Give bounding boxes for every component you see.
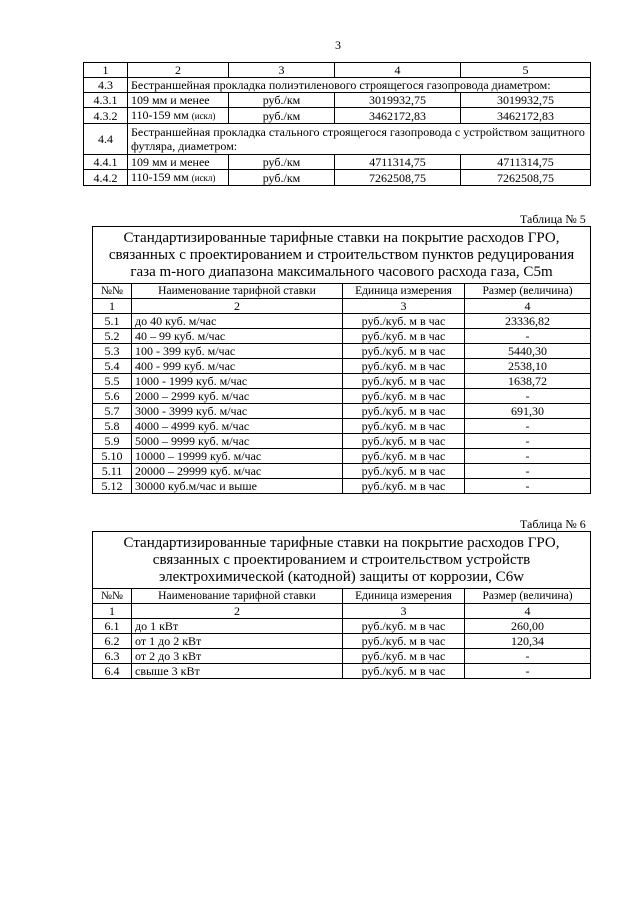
unit-cell: руб./куб. м в час: [343, 479, 465, 494]
unit-cell: руб./куб. м в час: [343, 634, 465, 649]
header-row: [93, 589, 591, 604]
rate-name: 4000 – 4999 куб. м/час: [132, 419, 343, 434]
tariff-table-continuation: [83, 62, 591, 186]
rate-name: 400 - 999 куб. м/час: [132, 359, 343, 374]
column-header: Размер (величина): [465, 589, 591, 604]
row-number: 5.9: [93, 434, 132, 449]
unit-cell: руб./км: [229, 155, 335, 170]
rate-name: 3000 - 3999 куб. м/час: [132, 404, 343, 419]
row-number: 4.3: [84, 78, 128, 93]
row-number: 5.7: [93, 404, 132, 419]
rate-name: 30000 куб.м/час и выше: [132, 479, 343, 494]
table-5-title: Стандартизированные тарифные ставки на покрытие расходов ГРО, связанных с проектированием и строительством пунктов редуцирования газа m-ного диапазона максимального часового расхода газа, C5m: [93, 227, 591, 284]
table-row: [93, 479, 591, 494]
table-row: [93, 434, 591, 449]
unit-cell: руб./куб. м в час: [343, 434, 465, 449]
value-cell: 7262508,75: [461, 170, 591, 186]
row-number: 5.2: [93, 329, 132, 344]
column-header: Наименование тарифной ставки: [132, 589, 343, 604]
tariff-table-6: [92, 531, 591, 679]
column-number: 1: [84, 63, 128, 78]
table-row: [93, 389, 591, 404]
rate-name: до 1 кВт: [132, 619, 343, 634]
row-number: 5.4: [93, 359, 132, 374]
table-row: [84, 108, 591, 124]
header-row: [93, 284, 591, 299]
rate-name: 5000 – 9999 куб. м/час: [132, 434, 343, 449]
row-number: 5.10: [93, 449, 132, 464]
column-number: 2: [132, 299, 343, 314]
row-number: 4.4.2: [84, 170, 128, 186]
value-cell: 5440,30: [465, 344, 591, 359]
column-number: 1: [93, 299, 132, 314]
row-number: 4.3.2: [84, 108, 128, 124]
rate-name-text: 110-159 мм: [131, 108, 189, 122]
value-cell: 1638,72: [465, 374, 591, 389]
unit-cell: руб./куб. м в час: [343, 344, 465, 359]
unit-cell: руб./куб. м в час: [343, 404, 465, 419]
table-body: [93, 532, 591, 679]
table-row: [93, 344, 591, 359]
value-cell: 4711314,75: [335, 155, 461, 170]
table-row: [93, 464, 591, 479]
unit-cell: руб./куб. м в час: [343, 374, 465, 389]
unit-cell: руб./куб. м в час: [343, 359, 465, 374]
value-cell: -: [465, 464, 591, 479]
column-number-row: [93, 604, 591, 619]
column-number: 2: [132, 604, 343, 619]
row-number: 5.12: [93, 479, 132, 494]
row-number: 6.4: [93, 664, 132, 679]
column-header: Единица измерения: [343, 284, 465, 299]
table-6-title: Стандартизированные тарифные ставки на покрытие расходов ГРО, связанных с проектированием и строительством устройств электрохимической (катодной) защиты от коррозии, C6w: [93, 532, 591, 589]
table-row: [84, 78, 591, 93]
column-header: №№: [93, 284, 132, 299]
row-number: 5.8: [93, 419, 132, 434]
table-body: [93, 227, 591, 494]
rate-name: от 1 до 2 кВт: [132, 634, 343, 649]
value-cell: 3462172,83: [335, 108, 461, 124]
column-number: 2: [128, 63, 229, 78]
value-cell: -: [465, 479, 591, 494]
value-cell: 120,34: [465, 634, 591, 649]
rate-name-note: (искл): [191, 111, 216, 121]
rate-name: 20000 – 29999 куб. м/час: [132, 464, 343, 479]
row-number: 6.2: [93, 634, 132, 649]
header-row: [84, 63, 591, 78]
table-5-label: Таблица № 5: [520, 212, 586, 226]
rate-name: свыше 3 кВт: [132, 664, 343, 679]
rate-name: [128, 93, 229, 108]
row-number: 5.3: [93, 344, 132, 359]
value-cell: -: [465, 329, 591, 344]
table-row: [93, 619, 591, 634]
unit-cell: руб./куб. м в час: [343, 389, 465, 404]
column-number: 3: [229, 63, 335, 78]
unit-cell: руб./куб. м в час: [343, 664, 465, 679]
table-row: [84, 93, 591, 108]
rate-name: 10000 – 19999 куб. м/час: [132, 449, 343, 464]
table-row: [93, 374, 591, 389]
rate-name: от 2 до 3 кВт: [132, 649, 343, 664]
value-cell: 260,00: [465, 619, 591, 634]
value-cell: -: [465, 389, 591, 404]
rate-name: 1000 - 1999 куб. м/час: [132, 374, 343, 389]
rate-name: 40 – 99 куб. м/час: [132, 329, 343, 344]
table-row: [84, 124, 591, 155]
value-cell: -: [465, 449, 591, 464]
column-number: 3: [343, 604, 465, 619]
unit-cell: руб./км: [229, 108, 335, 124]
value-cell: 23336,82: [465, 314, 591, 329]
unit-cell: руб./куб. м в час: [343, 419, 465, 434]
row-number: 5.5: [93, 374, 132, 389]
row-number: 4.3.1: [84, 93, 128, 108]
value-cell: 7262508,75: [335, 170, 461, 186]
table-row: [93, 404, 591, 419]
row-number: 4.4.1: [84, 155, 128, 170]
unit-cell: руб./куб. м в час: [343, 619, 465, 634]
column-number: 5: [461, 63, 591, 78]
column-header: Наименование тарифной ставки: [132, 284, 343, 299]
value-cell: 3019932,75: [335, 93, 461, 108]
value-cell: -: [465, 664, 591, 679]
title-row: [93, 227, 591, 284]
rate-name-text: 110-159 мм: [131, 170, 189, 184]
rate-name-text: 109 мм и менее: [131, 155, 210, 169]
value-cell: -: [465, 434, 591, 449]
unit-cell: руб./км: [229, 93, 335, 108]
value-cell: 3019932,75: [461, 93, 591, 108]
table-row: [84, 170, 591, 186]
column-header: Размер (величина): [465, 284, 591, 299]
row-number: 6.3: [93, 649, 132, 664]
unit-cell: руб./куб. м в час: [343, 649, 465, 664]
column-header: №№: [93, 589, 132, 604]
unit-cell: руб./куб. м в час: [343, 449, 465, 464]
table-row: [93, 449, 591, 464]
table-row: [93, 664, 591, 679]
row-number: 5.11: [93, 464, 132, 479]
column-number: 4: [465, 604, 591, 619]
table-row: [93, 634, 591, 649]
rate-name: [128, 108, 229, 124]
unit-cell: руб./куб. м в час: [343, 314, 465, 329]
value-cell: 4711314,75: [461, 155, 591, 170]
table-row: [93, 419, 591, 434]
table-6-label: Таблица № 6: [520, 517, 586, 531]
column-number: 4: [465, 299, 591, 314]
tariff-table-5: [92, 226, 591, 494]
row-number: 6.1: [93, 619, 132, 634]
rate-name: [128, 155, 229, 170]
rate-name-note: (искл): [191, 173, 216, 183]
column-number: 1: [93, 604, 132, 619]
rate-name: 100 - 399 куб. м/час: [132, 344, 343, 359]
table-row: [84, 155, 591, 170]
column-number-row: [93, 299, 591, 314]
value-cell: 2538,10: [465, 359, 591, 374]
value-cell: 3462172,83: [461, 108, 591, 124]
column-number: 4: [335, 63, 461, 78]
table-row: [93, 359, 591, 374]
row-number: 4.4: [84, 124, 128, 155]
column-number: 3: [343, 299, 465, 314]
table-row: [93, 314, 591, 329]
unit-cell: руб./км: [229, 170, 335, 186]
title-row: [93, 532, 591, 589]
value-cell: 691,30: [465, 404, 591, 419]
row-number: 5.1: [93, 314, 132, 329]
table-row: [93, 329, 591, 344]
table-body: [84, 63, 591, 186]
section-heading: Бестраншейная прокладка стального строящегося газопровода с устройством защитного футляра, диаметром:: [128, 124, 591, 155]
unit-cell: руб./куб. м в час: [343, 464, 465, 479]
rate-name-text: 109 мм и менее: [131, 93, 210, 107]
table-row: [93, 649, 591, 664]
rate-name: [128, 170, 229, 186]
rate-name: до 40 куб. м/час: [132, 314, 343, 329]
row-number: 5.6: [93, 389, 132, 404]
column-header: Единица измерения: [343, 589, 465, 604]
unit-cell: руб./куб. м в час: [343, 329, 465, 344]
section-heading: Бестраншейная прокладка полиэтиленового строящегося газопровода диаметром:: [128, 78, 591, 93]
value-cell: -: [465, 419, 591, 434]
value-cell: -: [465, 649, 591, 664]
page-number: 3: [335, 38, 341, 52]
rate-name: 2000 – 2999 куб. м/час: [132, 389, 343, 404]
